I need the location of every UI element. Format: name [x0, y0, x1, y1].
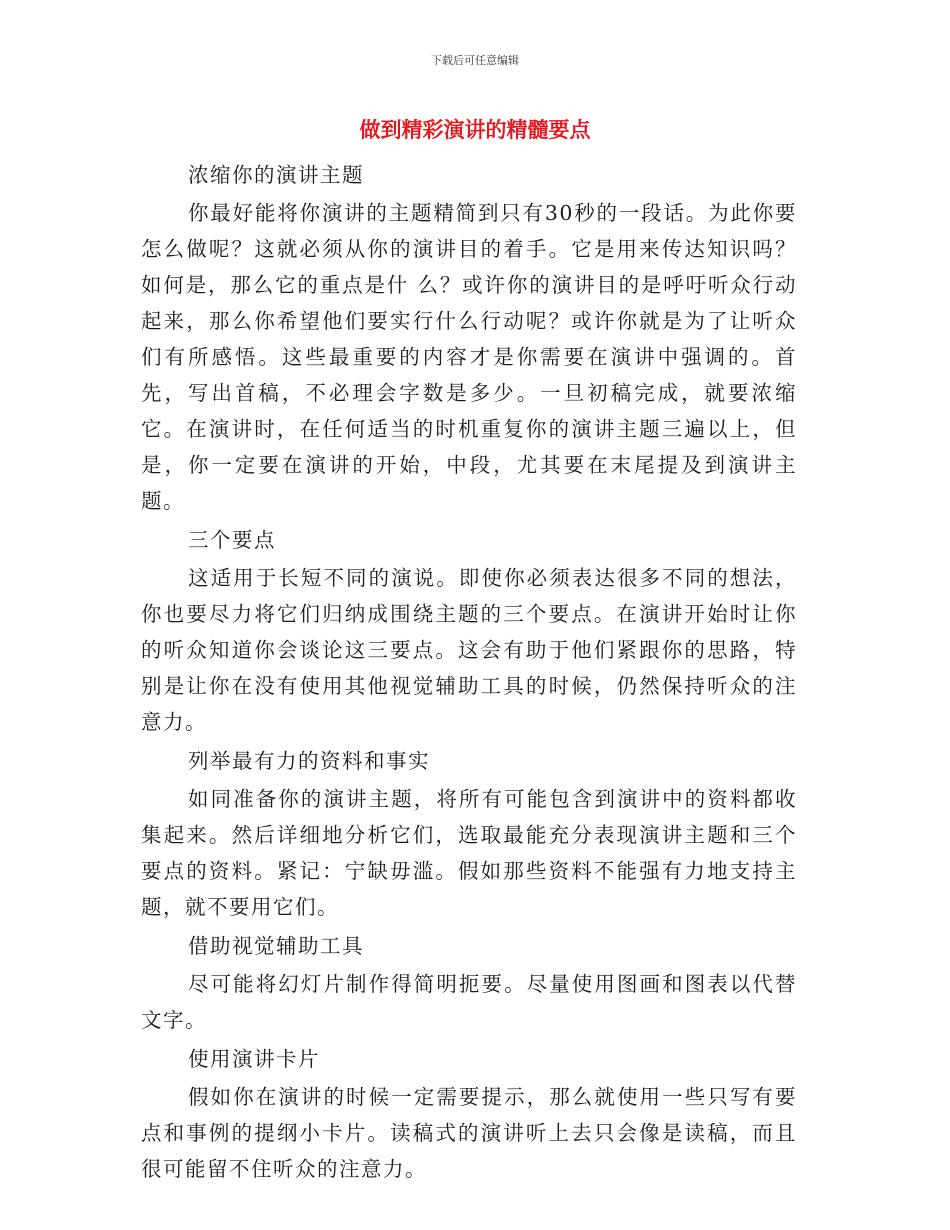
section-heading: 列举最有力的资料和事实 — [188, 749, 430, 773]
section-paragraph: 你最好能将你演讲的主题精简到只有30秒的一段话。为此你要怎么做呢？这就必须从你的演讲目的着手。它是用来传达知识吗？如何是，那么它的重点是什 么？或许你的演讲目的是呼吁听众行动起来，那么你希望他们要实行什么行动呢？或许你就是为了让听众们有所感悟。这些最重要的内容才是你需要在演讲中强调的。首先，写出首稿，不必理会字数是多少。一旦初稿完成，就要浓缩它。在演讲时，在任何适当的时机重复你的演讲主题三遍以上，但是，你一定要在演讲的开始，中段，尤其要在末尾提及到演讲主题。 — [141, 201, 797, 513]
section-4 — [141, 927, 797, 1040]
section-paragraph: 这适用于长短不同的演说。即使你必须表达很多不同的想法，你也要尽力将它们归纳成围绕主题的三个要点。在演讲开始时让你的听众知道你会谈论这三要点。这会有助于他们紧跟你的思路，特别是让你在没有使用其他视觉辅助工具的时候，仍然保持听众的注意力。 — [141, 566, 797, 734]
section-paragraph: 如同准备你的演讲主题，将所有可能包含到演讲中的资料都收集起来。然后详细地分析它们，选取最能充分表现演讲主题和三个要点的资料。紧记：宁缺毋滥。假如那些资料不能强有力地支持主题，就不要用它们。 — [141, 787, 797, 919]
section-paragraph: 尽可能将幻灯片制作得简明扼要。尽量使用图画和图表以代替文字。 — [141, 972, 797, 1032]
section-2 — [141, 521, 797, 742]
section-1 — [141, 156, 797, 521]
page-header-note: 下载后可任意编辑 — [431, 54, 519, 67]
section-heading: 使用演讲卡片 — [188, 1047, 320, 1071]
section-5 — [141, 1040, 797, 1189]
section-paragraph: 假如你在演讲的时候一定需要提示，那么就使用一些只写有要点和事例的提纲小卡片。读稿式的演讲听上去只会像是读稿，而且很可能留不住听众的注意力。 — [141, 1085, 797, 1181]
section-heading: 浓缩你的演讲主题 — [188, 163, 364, 187]
document-title: 做到精彩演讲的精髓要点 — [359, 118, 591, 142]
section-3 — [141, 742, 797, 927]
section-heading: 借助视觉辅助工具 — [188, 934, 364, 958]
document-body — [141, 156, 797, 1189]
section-heading: 三个要点 — [188, 528, 276, 552]
